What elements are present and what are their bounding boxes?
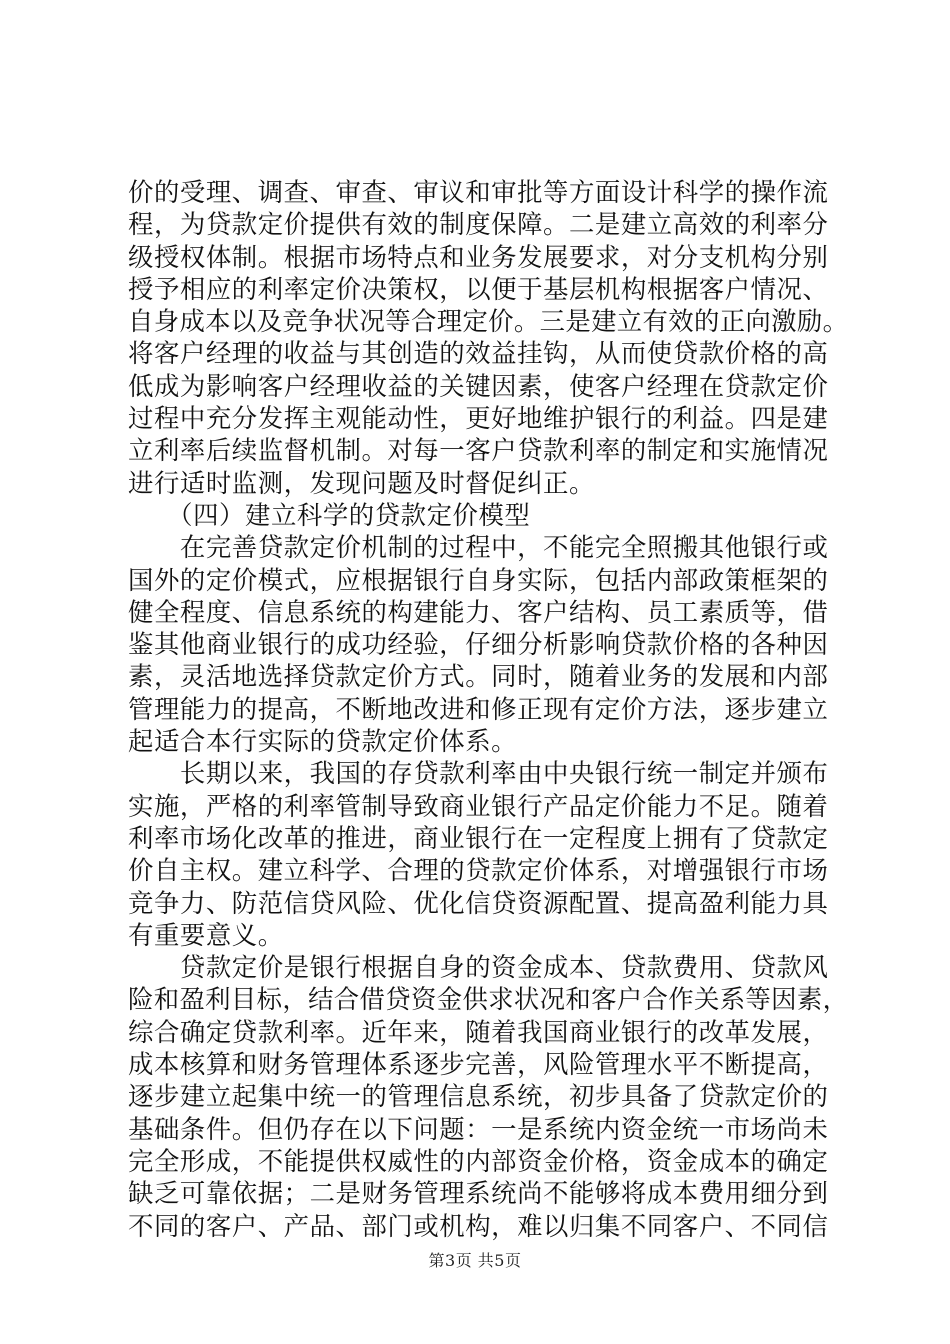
text-line: 管理能力的提高，不断地改进和修正现有定价方法，逐步建立 bbox=[128, 693, 829, 724]
text-line: 将客户经理的收益与其创造的效益挂钩，从而使贷款价格的高 bbox=[128, 338, 829, 369]
text-line: 过程中充分发挥主观能动性，更好地维护银行的利益。四是建 bbox=[128, 403, 829, 434]
text-line: （四）建立科学的贷款定价模型 bbox=[128, 499, 531, 530]
text-line: 程，为贷款定价提供有效的制度保障。二是建立高效的利率分 bbox=[128, 209, 829, 240]
text-line: 进行适时监测，发现问题及时督促纠正。 bbox=[128, 467, 595, 498]
text-line: 缺乏可靠依据；二是财务管理系统尚不能够将成本费用细分到 bbox=[128, 1178, 829, 1209]
text-line: 低成为影响客户经理收益的关键因素，使客户经理在贷款定价 bbox=[128, 370, 829, 401]
text-line: 自身成本以及竞争状况等合理定价。三是建立有效的正向激励。 bbox=[128, 306, 849, 337]
text-line: 利率市场化改革的推进，商业银行在一定程度上拥有了贷款定 bbox=[128, 822, 829, 853]
text-line: 起适合本行实际的贷款定价体系。 bbox=[128, 726, 518, 757]
text-line: 贷款定价是银行根据自身的资金成本、贷款费用、贷款风 bbox=[128, 952, 829, 983]
text-line: 完全形成，不能提供权威性的内部资金价格，资金成本的确定 bbox=[128, 1145, 829, 1176]
text-line: 鉴其他商业银行的成功经验，仔细分析影响贷款价格的各种因 bbox=[128, 629, 829, 660]
text-line: 逐步建立起集中统一的管理信息系统，初步具备了贷款定价的 bbox=[128, 1081, 829, 1112]
text-line: 在完善贷款定价机制的过程中，不能完全照搬其他银行或 bbox=[128, 532, 829, 563]
text-line: 基础条件。但仍存在以下问题：一是系统内资金统一市场尚未 bbox=[128, 1113, 829, 1144]
text-line: 价自主权。建立科学、合理的贷款定价体系，对增强银行市场 bbox=[128, 855, 829, 886]
text-line: 综合确定贷款利率。近年来，随着我国商业银行的改革发展， bbox=[128, 1016, 829, 1047]
text-line: 有重要意义。 bbox=[128, 919, 284, 950]
text-line: 立利率后续监督机制。对每一客户贷款利率的制定和实施情况 bbox=[128, 435, 829, 466]
text-line: 授予相应的利率定价决策权，以便于基层机构根据客户情况、 bbox=[128, 273, 829, 304]
page-footer: 第3页 共5页 bbox=[428, 1251, 522, 1270]
text-line: 国外的定价模式，应根据银行自身实际，包括内部政策框架的 bbox=[128, 564, 829, 595]
text-line: 价的受理、调查、审查、审议和审批等方面设计科学的操作流 bbox=[128, 177, 829, 207]
text-line: 险和盈利目标，结合借贷资金供求状况和客户合作关系等因素， bbox=[128, 984, 849, 1015]
body-text bbox=[128, 176, 848, 1242]
text-line: 长期以来，我国的存贷款利率由中央银行统一制定并颁布 bbox=[128, 758, 829, 789]
text-line: 素，灵活地选择贷款定价方式。同时，随着业务的发展和内部 bbox=[128, 661, 829, 692]
text-line: 健全程度、信息系统的构建能力、客户结构、员工素质等，借 bbox=[128, 596, 829, 627]
text-line: 级授权体制。根据市场特点和业务发展要求，对分支机构分别 bbox=[128, 241, 829, 272]
text-line: 不同的客户、产品、部门或机构，难以归集不同客户、不同信 bbox=[128, 1210, 829, 1241]
text-line: 实施，严格的利率管制导致商业银行产品定价能力不足。随着 bbox=[128, 790, 829, 821]
text-line: 成本核算和财务管理体系逐步完善，风险管理水平不断提高， bbox=[128, 1049, 829, 1080]
text-line: 竞争力、防范信贷风险、优化信贷资源配置、提高盈利能力具 bbox=[128, 887, 829, 918]
